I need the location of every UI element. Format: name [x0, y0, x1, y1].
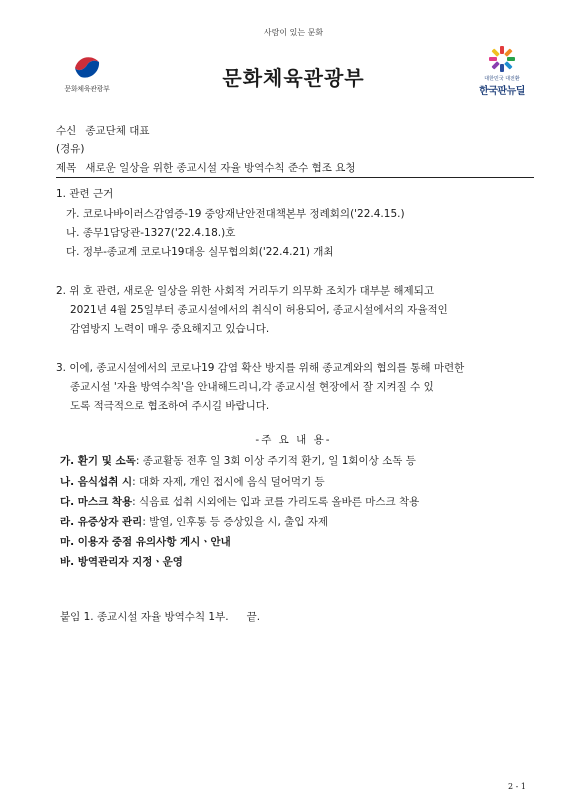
- recipient-row: [56, 123, 150, 138]
- subject-value: 새로운 일상을 위한 종교시설 자율 방역수칙 준수 협조 요청: [85, 162, 356, 174]
- summary-item-label: 가. 환기 및 소독: [60, 455, 136, 467]
- summary-item-text: : 대화 자제, 개인 접시에 음식 덜어먹기 등: [132, 476, 325, 488]
- summary-item: [60, 474, 325, 489]
- summary-item-text: : 식음료 섭취 시외에는 입과 코를 가리도록 올바른 마스크 착용: [132, 496, 420, 508]
- summary-item-label: 나. 음식섭취 시: [60, 476, 133, 488]
- summary-item-label: 다. 마스크 착용: [60, 496, 133, 508]
- page-number: 2 - 1: [508, 782, 526, 791]
- section3-line: 종교시설 '자율 방역수칙'을 안내해드리니,각 종교시설 현장에서 잘 지켜질 수 있: [70, 381, 434, 393]
- summary-item-label: 마. 이용자 중점 유의사항 게시ㆍ안내: [60, 536, 231, 548]
- summary-item-label: 라. 유증상자 관리: [60, 516, 143, 528]
- section2-line: 2. 위 호 관련, 새로운 일상을 위한 사회적 거리두기 의무화 조치가 대부분 해제되고: [56, 285, 434, 297]
- new-deal-star-icon: [487, 44, 517, 74]
- section3-line: 도록 적극적으로 협조하여 주시길 바랍니다.: [70, 400, 270, 412]
- summary-item: [60, 514, 328, 529]
- attachment-text: 붙임 1. 종교시설 자율 방역수칙 1부.: [60, 611, 229, 623]
- summary-item: [60, 534, 231, 549]
- summary-item: [60, 453, 416, 468]
- subject-row: [56, 160, 355, 175]
- attachment-line: [60, 609, 260, 624]
- header-divider: [56, 177, 534, 178]
- new-deal-logo: [468, 44, 536, 97]
- summary-item: [60, 494, 419, 509]
- section2-line: 2021년 4월 25일부터 종교시설에서의 취식이 허용되어, 종교시설에서의 자율적인: [70, 304, 448, 316]
- slogan: 사람이 있는 문화: [263, 28, 324, 37]
- new-deal-subtitle: 대한민국 대전환: [484, 76, 520, 82]
- section1-item: 나. 종무1담당관-1327('22.4.18.)호: [66, 227, 236, 239]
- recipient-value: 종교단체 대표: [85, 125, 150, 137]
- section1-item: 다. 정부-종교계 코로나19대응 실무협의회('22.4.21) 개최: [66, 246, 334, 258]
- summary-item: [60, 554, 183, 569]
- via-row: (경유): [56, 143, 85, 155]
- ministry-logo-text: 문화체육관광부: [64, 85, 110, 93]
- recipient-label: 수신: [56, 125, 77, 137]
- attachment-end: 끝.: [246, 611, 261, 623]
- section2-line: 감염방지 노력이 매우 중요해지고 있습니다.: [70, 323, 270, 335]
- summary-item-text: : 발열, 인후통 등 증상있을 시, 출입 자제: [142, 516, 329, 528]
- new-deal-title: 한국판뉴딜: [479, 86, 525, 97]
- section3-line: 3. 이에, 종교시설에서의 코로나19 감염 확산 방지를 위해 종교계와의 협의를 통해 마련한: [56, 362, 465, 374]
- summary-item-text: : 종교활동 전후 일 3회 이상 주기적 환기, 일 1회이상 소독 등: [135, 455, 416, 467]
- section1-item: 가. 코로나바이러스감염증-19 중앙재난안전대책본부 정례회의('22.4.15.): [66, 208, 405, 220]
- summary-item-label: 바. 방역관리자 지정ㆍ운영: [60, 556, 183, 568]
- summary-title: -주 요 내 용-: [255, 434, 332, 446]
- section1-heading: 1. 관련 근거: [56, 188, 114, 200]
- subject-label: 제목: [56, 162, 77, 174]
- ministry-title: 문화체육관광부: [222, 66, 365, 90]
